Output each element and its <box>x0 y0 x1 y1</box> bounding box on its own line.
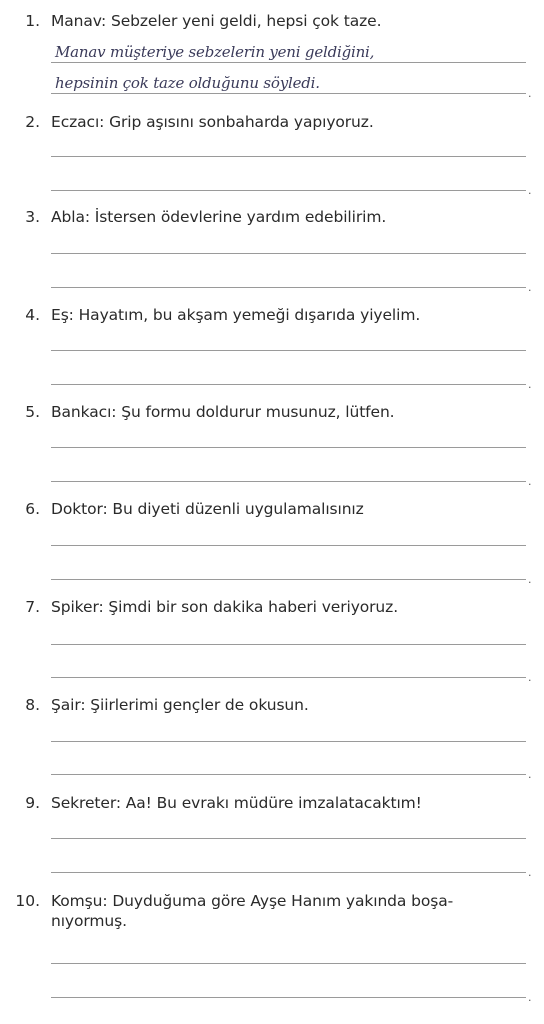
item-text: Bankacı: Şu formu doldurur musunuz, lütfen. <box>51 403 395 421</box>
item-text: Eczacı: Grip aşısını sonbaharda yapıyoruz. <box>51 113 374 131</box>
answer-line[interactable] <box>51 741 526 742</box>
item-number: 6. <box>25 500 40 518</box>
handwritten-answer-line-1: Manav müşteriye sebzelerin yeni geldiğini, <box>55 43 375 61</box>
answer-line[interactable] <box>51 677 526 678</box>
item-text: Manav: Sebzeler yeni geldi, hepsi çok taze. <box>51 12 382 30</box>
handwritten-answer-line-2: hepsinin çok taze olduğunu söyledi. <box>55 74 320 92</box>
end-period: . <box>528 991 532 1004</box>
item-number: 3. <box>25 208 40 226</box>
answer-line[interactable] <box>51 579 526 580</box>
item-number: 8. <box>25 696 40 714</box>
end-period: . <box>528 768 532 781</box>
answer-line[interactable] <box>51 447 526 448</box>
answer-line[interactable] <box>51 997 526 998</box>
end-period: . <box>528 378 532 391</box>
answer-line[interactable] <box>51 384 526 385</box>
answer-line[interactable] <box>51 62 526 63</box>
item-text: Şair: Şiirlerimi gençler de okusun. <box>51 696 309 714</box>
answer-line[interactable] <box>51 644 526 645</box>
item-number: 4. <box>25 306 40 324</box>
end-period: . <box>528 281 532 294</box>
item-number: 1. <box>25 12 40 30</box>
answer-line[interactable] <box>51 287 526 288</box>
end-period: . <box>528 87 532 100</box>
item-number: 10. <box>15 892 40 910</box>
answer-line[interactable] <box>51 93 526 94</box>
item-number: 5. <box>25 403 40 421</box>
answer-line[interactable] <box>51 774 526 775</box>
answer-line[interactable] <box>51 350 526 351</box>
answer-line[interactable] <box>51 963 526 964</box>
answer-line[interactable] <box>51 156 526 157</box>
answer-line[interactable] <box>51 253 526 254</box>
item-text: Spiker: Şimdi bir son dakika haberi veriyoruz. <box>51 598 399 616</box>
end-period: . <box>528 573 532 586</box>
end-period: . <box>528 866 532 879</box>
answer-line[interactable] <box>51 872 526 873</box>
item-number: 2. <box>25 113 40 131</box>
end-period: . <box>528 475 532 488</box>
end-period: . <box>528 671 532 684</box>
item-text: Sekreter: Aa! Bu evrakı müdüre imzalatacaktım! <box>51 794 422 812</box>
item-text: Doktor: Bu diyeti düzenli uygulamalısınız <box>51 500 364 518</box>
answer-line[interactable] <box>51 481 526 482</box>
answer-line[interactable] <box>51 545 526 546</box>
item-text: Abla: İstersen ödevlerine yardım edebilirim. <box>51 208 387 226</box>
end-period: . <box>528 184 532 197</box>
item-number: 7. <box>25 598 40 616</box>
item-number: 9. <box>25 794 40 812</box>
item-text: Komşu: Duyduğuma göre Ayşe Hanım yakında boşa-nıyormuş. <box>51 892 454 930</box>
answer-line[interactable] <box>51 838 526 839</box>
answer-line[interactable] <box>51 190 526 191</box>
item-text: Eş: Hayatım, bu akşam yemeği dışarıda yiyelim. <box>51 306 421 324</box>
